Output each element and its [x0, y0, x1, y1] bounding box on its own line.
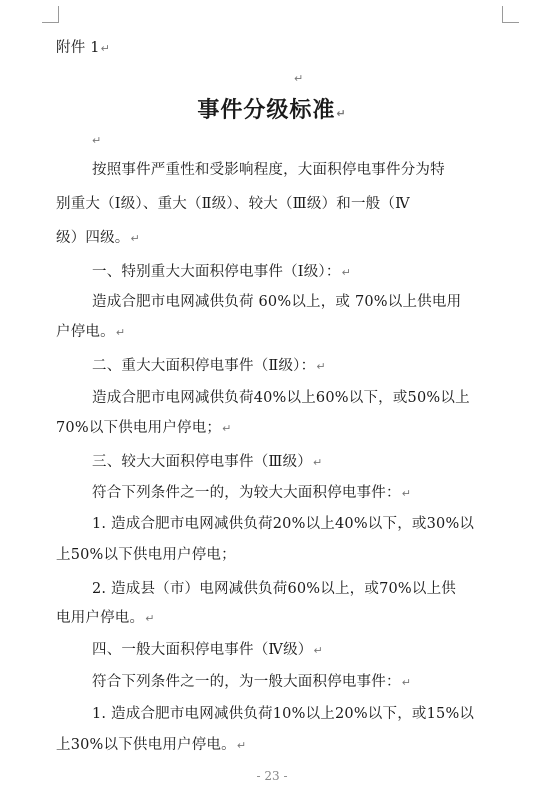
section-heading: 一、特别重大大面积停电事件（Ⅰ级）：↵: [92, 264, 351, 280]
paragraph-mark-icon: ↵: [401, 676, 412, 689]
paragraph-mark-icon: ↵: [100, 42, 111, 55]
body-line: 1. 造成合肥市电网减供负荷20%以上40%以下，或30%以: [92, 516, 475, 532]
paragraph-mark-icon: ↵: [316, 360, 326, 373]
body-line: 上50%以下供电用户停电；: [56, 547, 236, 563]
paragraph-mark-icon: ↵: [92, 134, 102, 147]
body-line: 符合下列条件之一的，为一般大面积停电事件：↵: [92, 674, 412, 690]
body-line: 70%以下供电用户停电；↵: [56, 420, 232, 436]
paragraph-mark-icon: ↵: [130, 232, 140, 245]
paragraph-mark-icon: ↵: [312, 456, 323, 469]
paragraph-mark-icon: ↵: [236, 739, 247, 752]
section-heading: 四、一般大面积停电事件（Ⅳ级）↵: [92, 642, 323, 658]
paragraph-mark-icon: ↵: [313, 644, 323, 657]
page-number: - 23 -: [256, 769, 288, 783]
paragraph-mark-icon: ↵: [222, 422, 232, 435]
body-line: 按照事件严重性和受影响程度，大面积停电事件分为特: [92, 162, 445, 178]
body-line: 别重大（Ⅰ级）、重大（Ⅱ级）、较大（Ⅲ级）和一般（Ⅳ: [56, 196, 410, 212]
body-line: 户停电。↵: [56, 324, 126, 340]
paragraph-mark-icon: ↵: [294, 72, 304, 85]
paragraph-mark-icon: ↵: [145, 612, 155, 625]
body-line: 造成合肥市电网减供负荷 60%以上，或 70%以上供电用: [92, 294, 462, 310]
paragraph-mark-icon: ↵: [115, 326, 126, 339]
body-line: 电用户停电。↵: [56, 610, 155, 626]
document-title: 事件分级标准↵: [197, 98, 347, 123]
body-line: 上30%以下供电用户停电。↵: [56, 737, 247, 753]
attachment-label: 附件 1↵: [56, 40, 111, 56]
paragraph-mark-icon: ↵: [341, 266, 351, 279]
section-heading: 二、重大大面积停电事件（Ⅱ级）：↵: [92, 358, 326, 374]
body-line: 造成合肥市电网减供负荷40%以上60%以下，或50%以上: [92, 390, 470, 406]
body-line: 符合下列条件之一的，为较大大面积停电事件：↵: [92, 485, 412, 501]
body-line: 1. 造成合肥市电网减供负荷10%以上20%以下，或15%以: [92, 706, 475, 722]
body-line: 2. 造成县（市）电网减供负荷60%以上，或70%以上供: [92, 581, 456, 597]
section-heading: 三、较大大面积停电事件（Ⅲ级）↵: [92, 454, 323, 470]
paragraph-mark-icon: ↵: [401, 487, 412, 500]
page-corner-mark-top-right: [502, 6, 519, 23]
page-corner-mark-top-left: [42, 6, 59, 23]
body-line: 级）四级。↵: [56, 230, 140, 246]
paragraph-mark-icon: ↵: [336, 107, 347, 120]
